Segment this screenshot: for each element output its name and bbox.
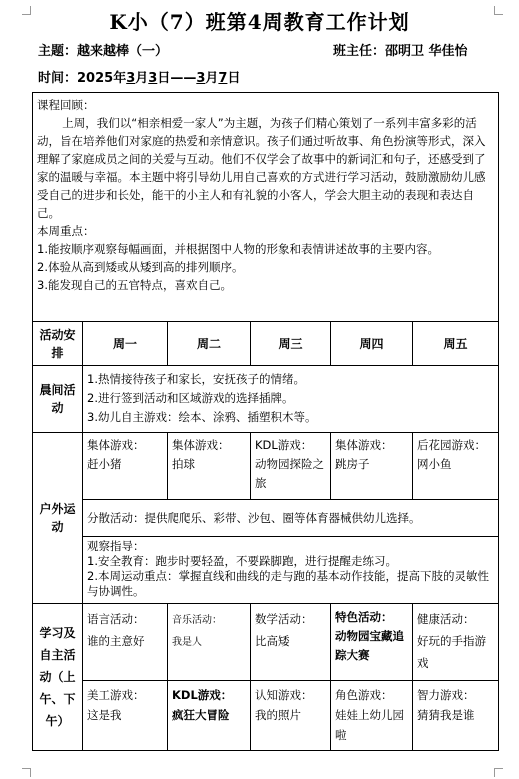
day-header: 周三 <box>251 322 331 366</box>
game-type: 集体游戏： <box>87 438 145 452</box>
game-type: 集体游戏： <box>172 438 230 452</box>
outdoor-label: 户外运动 <box>33 433 83 604</box>
morning-item: 1.热情接待孩子和家长，安抚孩子的情绪。 <box>87 372 305 386</box>
activity-type: 角色游戏： <box>335 688 393 702</box>
activity-name: 我的照片 <box>255 708 301 722</box>
page-corner-mark <box>22 768 31 777</box>
learning-row-2 <box>33 681 499 751</box>
morning-row <box>33 366 499 433</box>
page-corner-mark <box>494 768 503 777</box>
plan-table <box>32 92 499 751</box>
time-unit: 日—— <box>157 71 197 86</box>
guidance-item: 1.安全教育：跑步时要轻盈，不要跺脚跑，进行提醒走练习。 <box>87 554 397 568</box>
activity-type: 认知游戏： <box>255 688 313 702</box>
activity-cell <box>413 604 499 681</box>
activity-name: 猜猜我是谁 <box>417 708 475 722</box>
outdoor-games-row <box>33 433 499 500</box>
focus-heading: 本周重点： <box>37 224 95 238</box>
time-end-day: 7 <box>218 71 228 86</box>
teacher-label: 班主任： <box>333 44 386 59</box>
activity-cell <box>413 681 499 751</box>
time-line <box>38 67 240 86</box>
time-label: 时间： <box>38 71 78 86</box>
activity-type: KDL游戏： <box>172 688 233 702</box>
time-unit: 月 <box>205 71 219 86</box>
schedule-label: 活动安排 <box>33 322 83 366</box>
scattered-activity: 分散活动：提供爬爬乐、彩带、沙包、圈等体育器械供幼儿选择。 <box>83 500 499 537</box>
game-type: 集体游戏： <box>335 438 393 452</box>
activity-name: 疯狂大冒险 <box>172 708 230 722</box>
activity-cell <box>168 681 251 751</box>
teacher-line <box>333 40 468 59</box>
morning-label: 晨间活动 <box>33 366 83 433</box>
activity-name: 娃娃上幼儿园啦 <box>335 708 404 742</box>
activity-type: 美工游戏： <box>87 688 145 702</box>
game-name: 动物园探险之旅 <box>255 457 324 490</box>
teacher-names: 邵明卫 华佳怡 <box>385 44 468 59</box>
morning-item: 3.幼儿自主游戏：绘本、涂鸦、插塑积木等。 <box>87 410 317 424</box>
activity-cell <box>83 604 168 681</box>
review-text: 上周，我们以“相亲相爱一家人”为主题，为孩子们精心策划了一系列丰富多彩的活动，旨在培养他们对家庭的热爱和亲情意识。孩子们通过听故事、角色扮演等形式，深入理解了家庭成员之间的关爱与互动。他们不仅学会了故事中的新词汇和句子，还感受到了家的温暖与幸福。本主题中将引导幼儿用自己喜欢的方式进行学习活动，鼓励激励幼儿感受自己的进步和长处，能干的小主人和有礼貌的小客人，学会大胆主动的表现和表达自己。 <box>37 116 486 220</box>
activity-cell <box>331 681 413 751</box>
outdoor-guidance-row <box>33 537 499 604</box>
intro-row <box>33 93 499 322</box>
activity-name: 动物园宝藏追踪大赛 <box>335 629 404 662</box>
activity-cell <box>251 604 331 681</box>
activity-type: 音乐活动： <box>172 615 222 626</box>
outdoor-scattered-row <box>33 500 499 537</box>
activity-type: 智力游戏： <box>417 688 475 702</box>
time-year: 2025年 <box>77 71 127 86</box>
time-start-month: 3 <box>126 71 136 86</box>
game-type: KDL游戏： <box>255 438 313 452</box>
activity-name: 我是人 <box>172 637 202 648</box>
time-start-day: 3 <box>148 71 158 86</box>
theme-value: 越来越棒（一） <box>77 44 169 59</box>
theme-label: 主题： <box>38 44 78 59</box>
time-unit: 日 <box>227 71 241 86</box>
outdoor-game-cell <box>83 433 168 500</box>
day-header-row <box>33 322 499 366</box>
activity-cell <box>83 681 168 751</box>
guidance-item: 2.本周运动重点：掌握直线和曲线的走与跑的基本动作技能，提高下肢的灵敏性与协调性。 <box>87 569 489 598</box>
activity-name: 谁的主意好 <box>87 634 145 648</box>
activity-type: 特色活动： <box>335 610 393 624</box>
game-name: 网小鱼 <box>417 457 452 471</box>
activity-cell <box>168 604 251 681</box>
outdoor-game-cell <box>251 433 331 500</box>
activity-name: 这是我 <box>87 708 122 722</box>
day-header: 周二 <box>168 322 251 366</box>
outdoor-game-cell <box>331 433 413 500</box>
day-header: 周一 <box>83 322 168 366</box>
outdoor-game-cell <box>168 433 251 500</box>
activity-name: 好玩的手指游戏 <box>417 634 486 670</box>
game-name: 跳房子 <box>335 457 370 471</box>
learning-row-1 <box>33 604 499 681</box>
game-type: 后花园游戏： <box>417 438 486 452</box>
activity-name: 比高矮 <box>255 634 290 648</box>
outdoor-game-cell <box>413 433 499 500</box>
review-heading: 课程回顾： <box>37 98 95 112</box>
time-unit: 月 <box>135 71 149 86</box>
activity-cell <box>251 681 331 751</box>
focus-item: 2.体验从高到矮或从矮到高的排列顺序。 <box>37 260 244 274</box>
guidance-cell <box>83 537 499 604</box>
page-title: K小（7）班第4周教育工作计划 <box>109 10 410 34</box>
time-end-month: 3 <box>196 71 206 86</box>
learning-label: 学习及自主活动（上午、下午） <box>33 604 83 751</box>
theme-line <box>38 40 168 59</box>
activity-type: 健康活动： <box>417 612 475 626</box>
game-name: 拍球 <box>172 457 195 471</box>
guidance-heading: 观察指导： <box>87 539 145 553</box>
day-header: 周五 <box>413 322 499 366</box>
focus-item: 1.能按顺序观察每幅画面，并根据图中人物的形象和表情讲述故事的主要内容。 <box>37 242 439 256</box>
intro-cell <box>33 93 499 322</box>
morning-cell <box>83 366 499 433</box>
game-name: 赶小猪 <box>87 457 122 471</box>
activity-type: 语言活动： <box>87 612 145 626</box>
day-header: 周四 <box>331 322 413 366</box>
activity-type: 数学活动： <box>255 612 313 626</box>
focus-item: 3.能发现自己的五官特点，喜欢自己。 <box>37 278 232 292</box>
morning-item: 2.进行签到活动和区域游戏的选择插牌。 <box>87 391 294 405</box>
activity-cell <box>331 604 413 681</box>
